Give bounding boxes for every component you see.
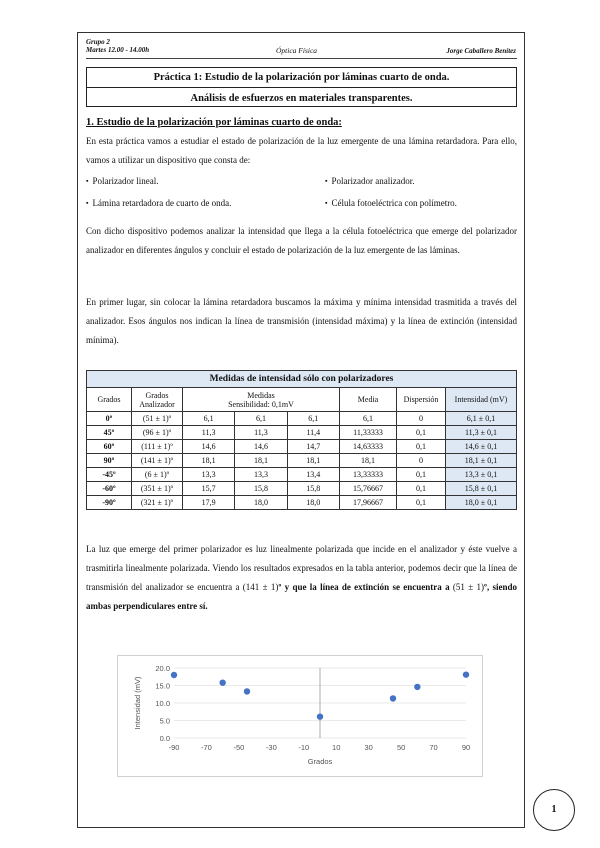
table-cell: (321 ± 1)º <box>132 496 183 510</box>
header-left <box>86 38 149 54</box>
table-cell: 0 <box>397 454 446 468</box>
title-line-1: Práctica 1: Estudio de la polarización por láminas cuarto de onda. <box>153 72 450 83</box>
table-cell: 18,0 <box>235 496 287 510</box>
data-point <box>463 671 469 677</box>
table-cell: (51 ± 1)º <box>132 412 183 426</box>
table-cell: 11,33333 <box>340 426 397 440</box>
x-tick-label: -50 <box>233 743 245 752</box>
x-tick-label: -70 <box>201 743 212 752</box>
table-cell: 90º <box>87 454 132 468</box>
header-media: Media <box>340 388 397 412</box>
y-axis-title: Intensidad (mV) <box>133 676 142 730</box>
table-cell: 18,1 ± 0,1 <box>446 454 517 468</box>
header-medidas-label: Medidas <box>247 390 275 400</box>
table-row <box>87 496 517 510</box>
data-point <box>171 672 177 678</box>
paragraph-3: En primer lugar, sin colocar la lámina retardadora buscamos la máxima y mínima intensidad trasmitida a través del analizador. Esos ángulos nos indican la línea de transmisión (intensidad máxima) y la línea de extinción (intensidad mínima). <box>86 297 517 345</box>
table-cell: 11,3 <box>235 426 287 440</box>
table-cell: 14,6 <box>235 440 287 454</box>
table-cell: 15,8 ± 0,1 <box>446 482 517 496</box>
table-cell: 14,6 <box>183 440 235 454</box>
table-cell: 17,9 <box>183 496 235 510</box>
p4-bold: y que la línea de extinción se encuentra a <box>281 582 453 592</box>
list-item: ▪ Célula fotoeléctrica con polímetro. <box>325 198 457 208</box>
table-cell: (111 ± 1)º <box>132 440 183 454</box>
table-cell: -45º <box>87 468 132 482</box>
table-cell: 45º <box>87 426 132 440</box>
x-tick-label: -30 <box>265 743 277 752</box>
table-row <box>87 454 517 468</box>
intensity-chart <box>117 655 483 777</box>
x-axis-title: Grados <box>307 757 333 766</box>
table-cell: 0,1 <box>397 440 446 454</box>
list-item: ▪ Lámina retardadora de cuarto de onda. <box>86 198 231 208</box>
table-cell: 15,76667 <box>340 482 397 496</box>
table-cell: 13,4 <box>287 468 339 482</box>
y-tick-label: 10.0 <box>155 699 170 708</box>
paragraph-2: Con dicho dispositivo podemos analizar la intensidad que llega a la célula fotoeléctrica que emerge del polarizador analizador en diferentes ángulos y concluir el estado de polarización de la luz emergente de las láminas. <box>86 226 517 255</box>
table-row <box>87 426 517 440</box>
p4-end: , siendo ambas perpendiculares entre sí. <box>86 582 518 611</box>
list-item: ▪ Polarizador analizador. <box>325 176 414 186</box>
table-cell: 60º <box>87 440 132 454</box>
table-cell: 11,3 ± 0,1 <box>446 426 517 440</box>
title-divider <box>87 87 516 88</box>
section-heading: 1. Estudio de la polarización por láminas cuarto de onda: <box>86 117 342 128</box>
intro-paragraph: En esta práctica vamos a estudiar el estado de polarización de la luz emergente de una lámina retardadora. Para ello, vamos a utilizar un dispositivo que consta de: <box>86 136 517 165</box>
header-dispersion: Dispersión <box>397 388 446 412</box>
header-intensidad: Intensidad (mV) <box>446 388 517 412</box>
measurements-table <box>86 370 517 510</box>
y-tick-label: 0.0 <box>159 734 170 743</box>
table-cell: 18,0 ± 0,1 <box>446 496 517 510</box>
table-cell: 17,96667 <box>340 496 397 510</box>
table-cell: 0 <box>397 412 446 426</box>
y-tick-label: 15.0 <box>155 681 170 691</box>
table-caption: Medidas de intensidad sólo con polarizadores <box>87 371 517 388</box>
table-cell: 15,8 <box>287 482 339 496</box>
header-rule <box>86 58 517 59</box>
table-row <box>87 440 517 454</box>
y-tick-label: 20.0 <box>155 664 170 673</box>
y-tick-label: 5.0 <box>159 716 170 726</box>
list-item: ▪ Polarizador lineal. <box>86 176 158 186</box>
p4-degree-2: º <box>483 582 487 592</box>
page-number: 1 <box>533 789 575 831</box>
table-cell: 11,3 <box>183 426 235 440</box>
x-tick-label: -10 <box>298 743 310 752</box>
table-cell: (6 ± 1)º <box>132 468 183 482</box>
data-point <box>390 695 396 701</box>
header-schedule: Martes 12.00 - 14.00h <box>86 46 150 54</box>
table-cell: 6,1 <box>183 412 235 426</box>
table-cell: 6,1 <box>235 412 287 426</box>
p4-start: La luz que emerge del primer polarizador es luz linealmente polarizada que incide en el analizador y éste vuelve a trasmitirla linealmente polarizada. Viendo los resultados expresados en la tabla anterior, podemos decir que la línea de transmisión del analizador se encuentra a (141 ± 1) <box>86 544 517 592</box>
table-cell: 15,8 <box>235 482 287 496</box>
table-body <box>87 412 517 510</box>
header-analizador: Grados Analizador <box>132 388 183 412</box>
x-tick-label: -90 <box>168 743 180 752</box>
table-cell: 6,1 <box>287 412 339 426</box>
data-point <box>414 684 420 690</box>
header-author: Jorge Caballero Benítez <box>446 47 516 55</box>
table-row <box>87 468 517 482</box>
x-tick-label: 50 <box>396 743 406 752</box>
header-sensibilidad: Sensibilidad: 0,1mV <box>228 399 294 409</box>
table-row <box>87 482 517 496</box>
table-cell: (351 ± 1)º <box>132 482 183 496</box>
table-cell: -60º <box>87 482 132 496</box>
table-cell: 14,7 <box>287 440 339 454</box>
paragraph-4 <box>86 540 517 616</box>
table-cell: 13,3 ± 0,1 <box>446 468 517 482</box>
table-cell: 0,1 <box>397 496 446 510</box>
table-cell: 0,1 <box>397 426 446 440</box>
table-cell: 14,6 ± 0,1 <box>446 440 517 454</box>
table-cell: 15,7 <box>183 482 235 496</box>
x-tick-label: 70 <box>429 743 438 752</box>
table-cell: (141 ± 1)º <box>132 454 183 468</box>
title-box <box>86 67 517 107</box>
table-cell: 6,1 <box>340 412 397 426</box>
table-cell: 18,1 <box>183 454 235 468</box>
chart-canvas <box>118 656 484 778</box>
table-cell: 11,4 <box>287 426 339 440</box>
table-cell: 13,33333 <box>340 468 397 482</box>
table-cell: 6,1 ± 0,1 <box>446 412 517 426</box>
table-cell: 18,1 <box>340 454 397 468</box>
table-cell: 14,63333 <box>340 440 397 454</box>
data-point <box>244 688 250 694</box>
table-cell: (96 ± 1)º <box>132 426 183 440</box>
header-course: Óptica Física <box>276 46 318 55</box>
header-group: Grupo 2 <box>86 38 110 46</box>
x-tick-label: 30 <box>364 743 373 752</box>
data-point <box>219 680 225 686</box>
p4-mid: (51 ± 1) <box>452 582 484 592</box>
table-cell: 13,3 <box>235 468 287 482</box>
table-cell: 18,1 <box>287 454 339 468</box>
x-tick-label: 90 <box>461 743 471 752</box>
table-cell: 0,1 <box>397 468 446 482</box>
header-grados: Grados <box>87 388 132 412</box>
table-cell: 0º <box>87 412 132 426</box>
title-line-2: Análisis de esfuerzos en materiales transparentes. <box>190 93 413 104</box>
table-cell: 13,3 <box>183 468 235 482</box>
table-cell: 0,1 <box>397 482 446 496</box>
data-point <box>317 713 323 719</box>
table-cell: -90º <box>87 496 132 510</box>
p4-degree: º <box>278 582 282 592</box>
header-medidas <box>183 388 340 412</box>
table-row <box>87 412 517 426</box>
table-cell: 18,0 <box>287 496 339 510</box>
table-cell: 18,1 <box>235 454 287 468</box>
x-tick-label: 10 <box>332 743 341 752</box>
